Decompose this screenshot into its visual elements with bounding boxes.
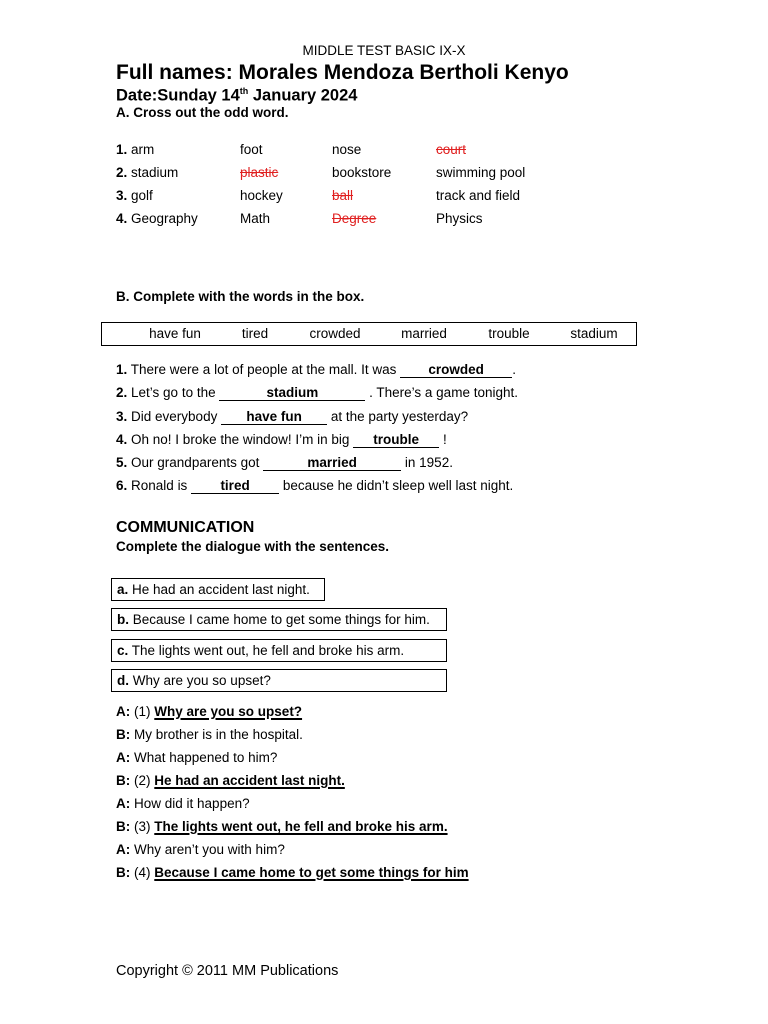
section-a-title: A. Cross out the odd word. [116, 105, 289, 120]
item-number: 5. [116, 455, 128, 470]
dialogue-line [116, 865, 469, 880]
test-title: MIDDLE TEST BASIC IX-X [302, 43, 466, 58]
answer-blank: crowded [400, 363, 512, 378]
sentence-before: Did everybody [131, 409, 218, 424]
crossed-word: Degree [332, 211, 377, 226]
sentence-row [116, 409, 468, 425]
sentence-row [116, 362, 516, 378]
dialogue-number: (2) [134, 773, 151, 788]
sentence-before: Let’s go to the [131, 385, 216, 400]
word: golf [131, 188, 153, 203]
item-number: 4. [116, 432, 128, 447]
sentence-after: because he didn’t sleep well last night. [282, 478, 514, 493]
dialogue-number: (4) [134, 865, 151, 880]
word: hockey [240, 188, 283, 203]
sentence-before: Oh no! I broke the window! I’m in big [131, 432, 350, 447]
word: foot [240, 142, 263, 157]
answer-blank: trouble [353, 433, 439, 448]
answer-blank: married [263, 456, 401, 471]
speaker: A: [116, 750, 131, 765]
option-box [111, 608, 447, 631]
option-text: The lights went out, he fell and broke his arm. [131, 643, 405, 658]
speaker: A: [116, 796, 131, 811]
sentence-after: ! [442, 432, 447, 447]
communication-instruction: Complete the dialogue with the sentences. [116, 539, 390, 554]
option-letter: c. [117, 643, 129, 658]
speaker: B: [116, 819, 131, 834]
item-number: 6. [116, 478, 128, 493]
answer-blank: stadium [219, 386, 365, 401]
dialogue-text: How did it happen? [134, 796, 250, 811]
sentence-before: Our grandparents got [131, 455, 260, 470]
dialogue-line [116, 819, 448, 834]
word: stadium [131, 165, 179, 180]
box-word: trouble [488, 326, 530, 341]
dialogue-line [116, 727, 303, 742]
option-letter: b. [117, 612, 129, 627]
dialogue-line [116, 796, 250, 811]
date-line [116, 86, 357, 106]
word: track and field [436, 188, 521, 203]
box-word: crowded [309, 326, 361, 341]
dialogue-number: (1) [134, 704, 151, 719]
row-number: 1. [116, 142, 128, 157]
option-letter: a. [117, 582, 129, 597]
option-text: He had an accident last night. [132, 582, 310, 597]
answer-blank: tired [191, 479, 279, 494]
option-text: Because I came home to get some things for him. [132, 612, 430, 627]
dialogue-text: Why aren’t you with him? [134, 842, 285, 857]
sentence-after: in 1952. [404, 455, 453, 470]
crossed-word: plastic [240, 165, 279, 180]
option-text: Why are you so upset? [132, 673, 271, 688]
row-number: 2. [116, 165, 128, 180]
speaker: B: [116, 865, 131, 880]
option-box [111, 639, 447, 662]
sentence-after: at the party yesterday? [330, 409, 469, 424]
section-b-title: B. Complete with the words in the box. [116, 289, 365, 304]
item-number: 1. [116, 362, 128, 377]
communication-heading: COMMUNICATION [116, 519, 255, 536]
speaker: B: [116, 727, 131, 742]
row-number: 3. [116, 188, 128, 203]
date-prefix: Date:Sunday 14 [116, 86, 240, 105]
speaker: A: [116, 842, 131, 857]
dialogue-line [116, 750, 277, 765]
item-number: 3. [116, 409, 128, 424]
sentence-row [116, 478, 513, 494]
dialogue-answer: He had an accident last night. [154, 773, 345, 788]
crossed-word: court [436, 142, 467, 157]
option-letter: d. [117, 673, 129, 688]
date-sup: th [239, 86, 249, 96]
sentence-row [116, 455, 453, 471]
sentence-row [116, 385, 518, 401]
dialogue-answer: The lights went out, he fell and broke his arm. [154, 819, 448, 834]
answer-blank: have fun [221, 410, 327, 425]
dialogue-answer: Because I came home to get some things for him [154, 865, 469, 880]
dialogue-number: (3) [134, 819, 151, 834]
box-word: married [401, 326, 447, 341]
sentence-before: There were a lot of people at the mall. It was [130, 362, 397, 377]
speaker: B: [116, 773, 131, 788]
crossed-word: ball [332, 188, 354, 203]
dialogue-line [116, 704, 302, 719]
word: Math [240, 211, 271, 226]
word: Physics [436, 211, 483, 226]
sentence-after: . There’s a game tonight. [369, 385, 518, 400]
box-word: tired [241, 326, 269, 341]
option-box [111, 578, 325, 601]
word: Geography [131, 211, 198, 226]
dialogue-text: My brother is in the hospital. [134, 727, 303, 742]
sentence-after: . [512, 362, 516, 377]
box-word: have fun [149, 326, 201, 341]
date-suffix: January 2024 [248, 86, 358, 105]
dialogue-answer: Why are you so upset? [154, 704, 303, 719]
copyright: Copyright © 2011 MM Publications [116, 963, 339, 979]
sentence-before: Ronald is [131, 478, 188, 493]
dialogue-line [116, 842, 285, 857]
speaker: A: [116, 704, 131, 719]
item-number: 2. [116, 385, 128, 400]
sentence-row [116, 432, 447, 448]
box-word: stadium [570, 326, 618, 341]
dialogue-text: What happened to him? [134, 750, 278, 765]
row-number: 4. [116, 211, 128, 226]
word: nose [332, 142, 362, 157]
word: swimming pool [436, 165, 526, 180]
word: bookstore [332, 165, 392, 180]
dialogue-line [116, 773, 345, 788]
word: arm [131, 142, 155, 157]
full-names: Full names: Morales Mendoza Bertholi Kenyo [116, 61, 569, 84]
option-box [111, 669, 447, 692]
